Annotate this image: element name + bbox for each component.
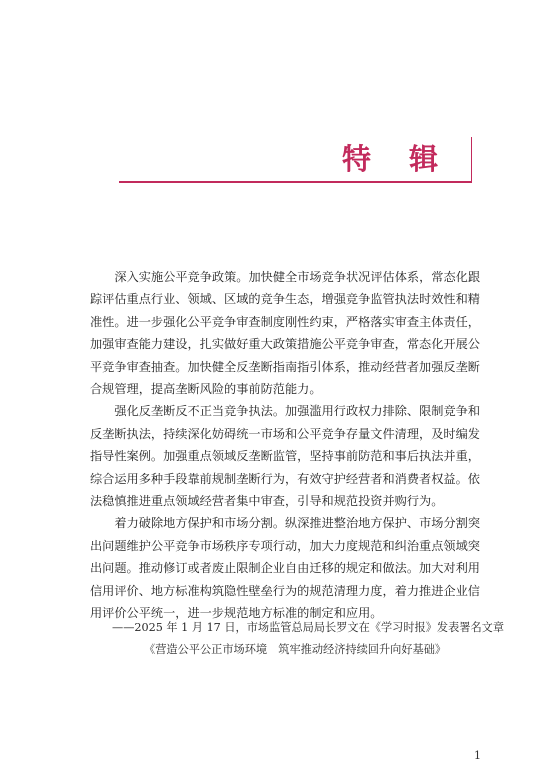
section-title: 特 辑 [342,142,453,176]
page-number: 1 [474,749,481,762]
paragraph-competition-policy: 深入实施公平竞争政策。加快健全市场竞争状况评估体系，常态化跟踪评估重点行业、领域、区域的竞争生态，增强竞争监管执法时效性和精准性。进一步强化公平竞争审查制度刚性约束，严格落实审查主体责任，加强审查能力建设，扎实做好重大政策措施公平竞争审查，常态化开展公平竞争审查抽查。加快健全反垄断指南指引体系，推动经营者加强反垄断合规管理，提高垄断风险的事前防范能力。 [90,270,481,397]
paragraph-antitrust-enforcement: 强化反垄断反不正当竞争执法。加强滥用行政权力排除、限制竞争和反垄断执法，持续深化妨碍统一市场和公平竞争存量文件清理，及时编发指导性案例。加强重点领域反垄断监管，坚持事前防范和事后执法并重，综合运用多种手段靠前规制垄断行为，有效守护经营者和消费者权益。依法稳慎推进重点领域经营者集中审查，引导和规范投资并购行为。 [90,404,481,509]
article-body [90,266,480,625]
source-citation: ——2025 年 1 月 17 日，市场监管总局局长罗文在《学习时报》发表署名文章《营造公平公正市场环境 筑牢推动经济持续回升向好基础》 [112,621,505,656]
paragraph-local-protection: 着力破除地方保护和市场分割。纵深推进整治地方保护、市场分割突出问题维护公平竞争市场秩序专项行动，加大力度规范和纠治重点领域突出问题。推动修订或者废止限制企业自由迁移的规定和做法。加大对利用信用评价、地方标准构筑隐性壁垒行为的规范清理力度，着力推进企业信用评价公平统一，进一步规范地方标准的制定和应用。 [90,516,481,621]
